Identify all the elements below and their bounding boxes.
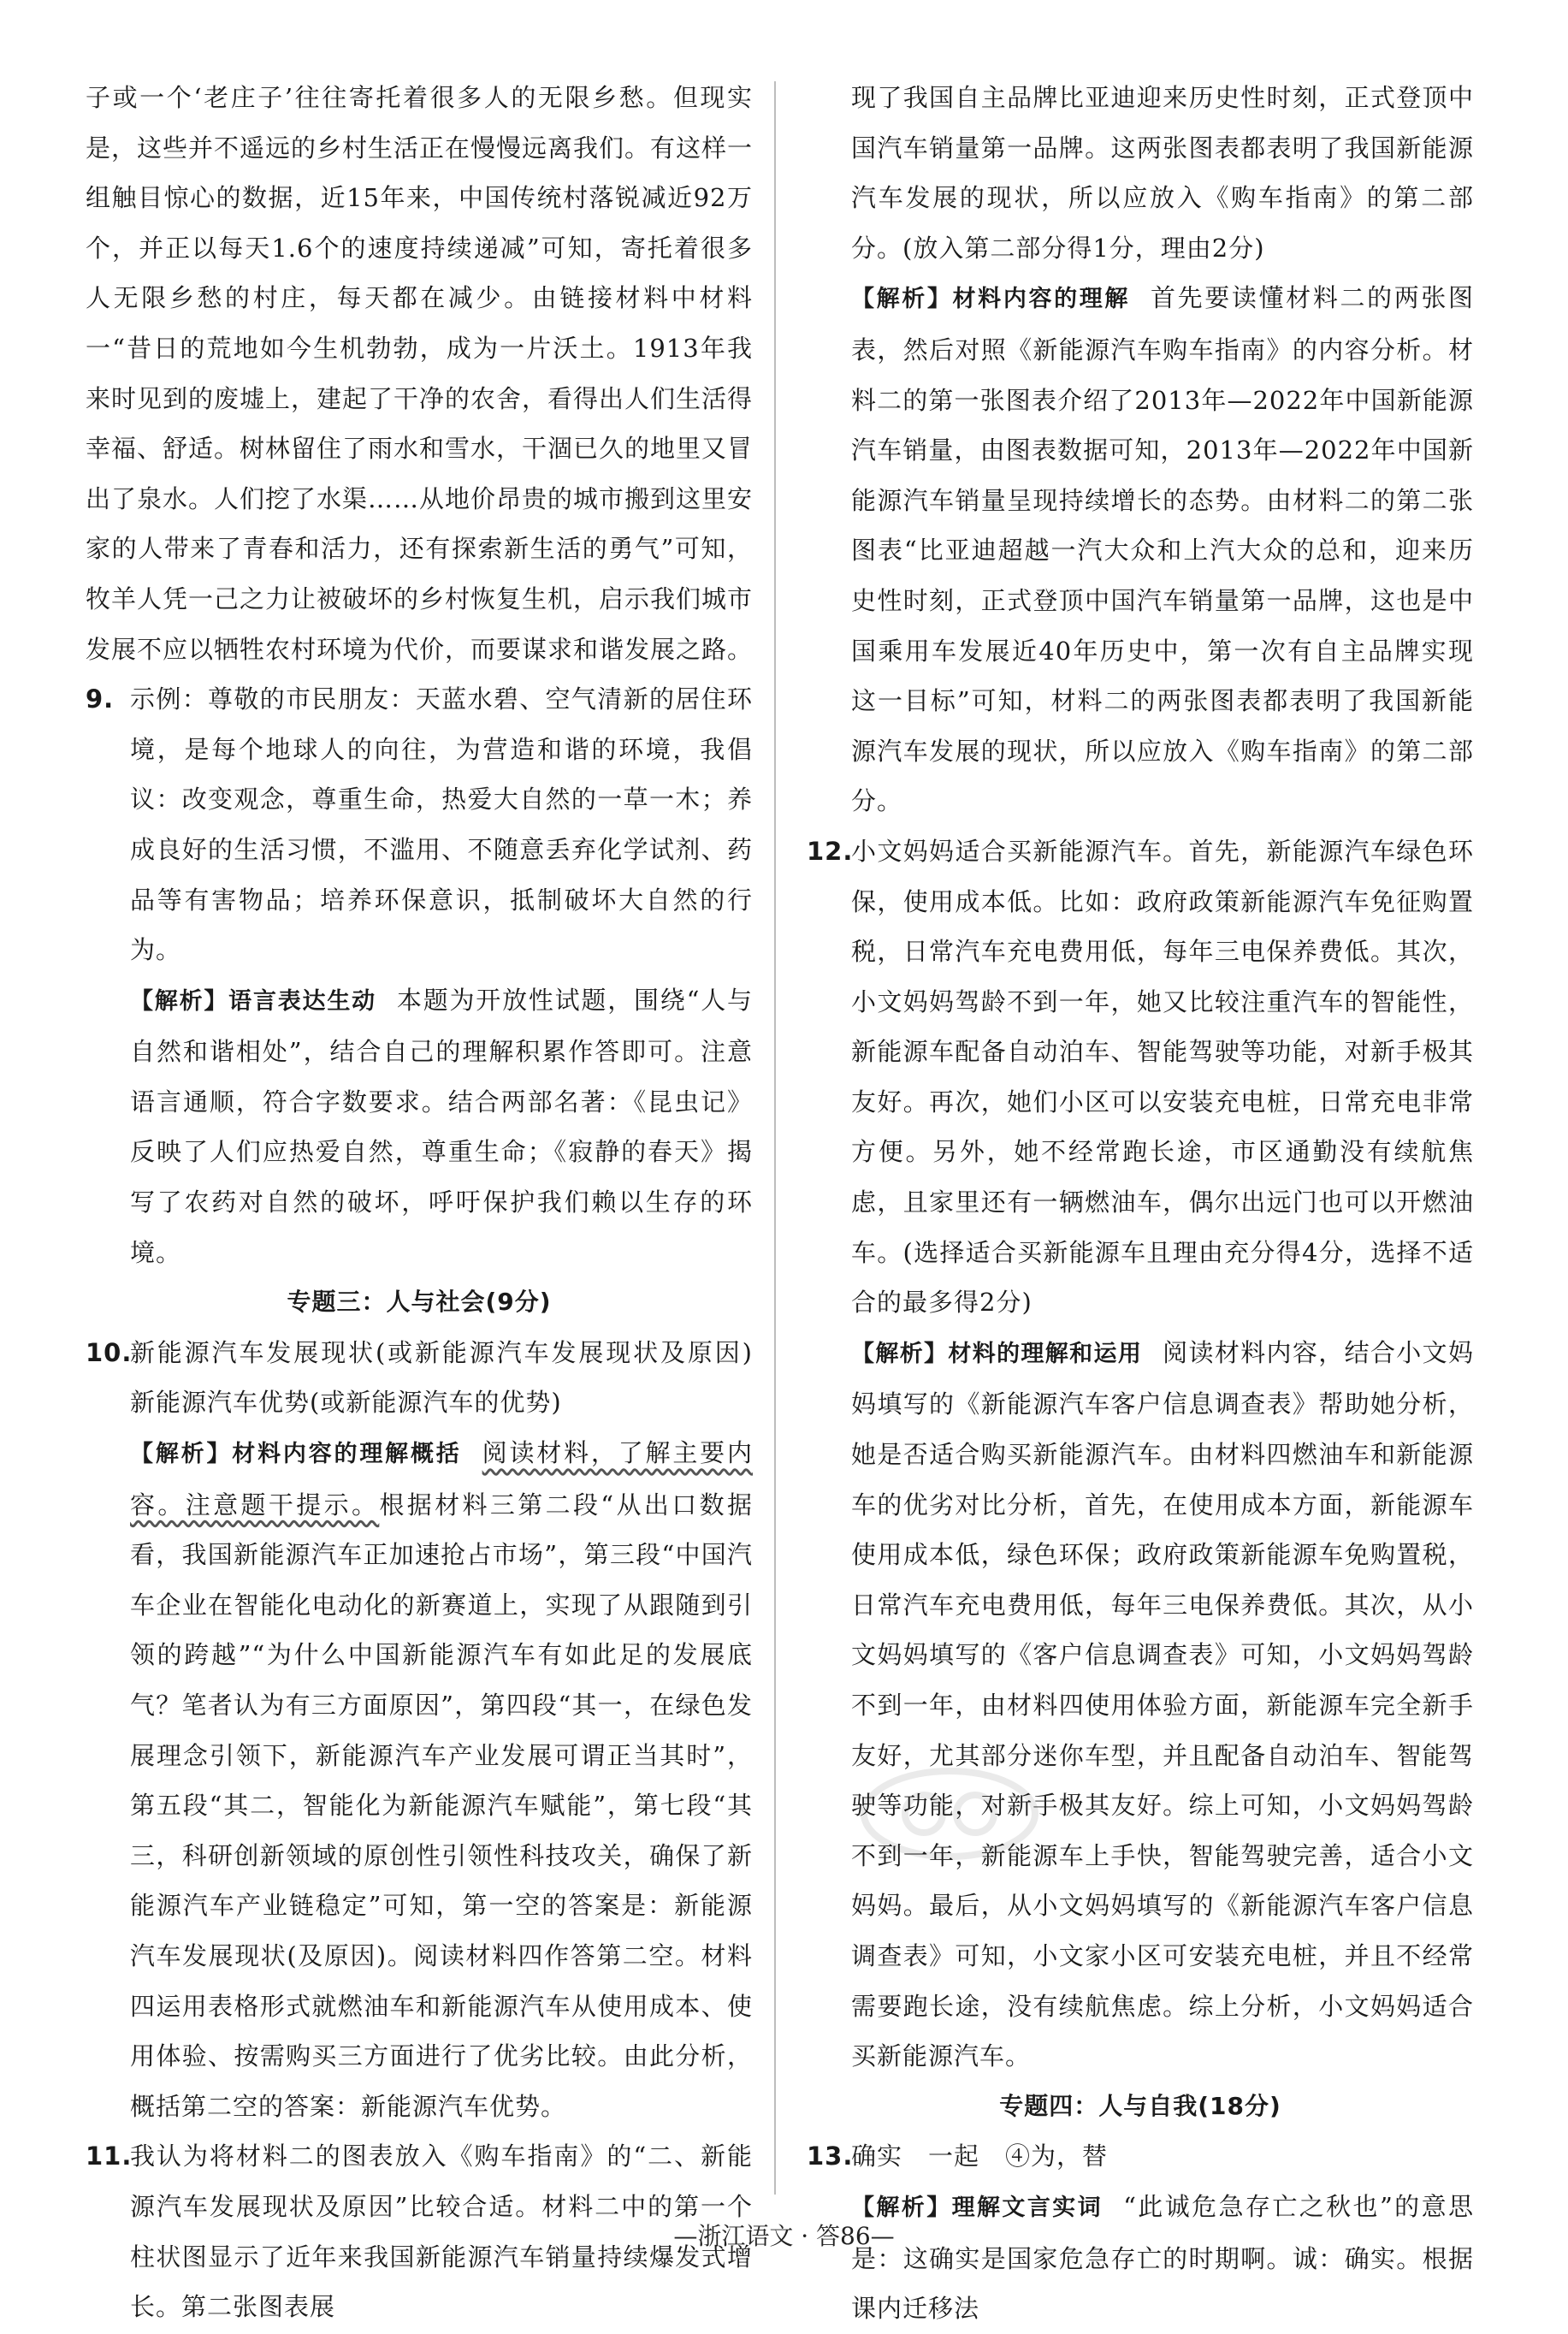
answer-text: 我认为将材料二的图表放入《购车指南》的“二、新能源汽车发展现状及原因”比较合适。材料二中的第一个柱状图显示了近年来我国新能源汽车销量持续爆发式增长。第二张图表展 — [130, 2141, 753, 2322]
right-column — [807, 73, 1474, 2334]
analysis-text: 根据材料三第二段“从出口数据看，我国新能源汽车正加速抢占市场”，第三段“中国汽车企业在智能化电动化的新赛道上，实现了从跟随到引领的跨越”“为什么中国新能源汽车有如此足的发展底气？笔者认为有三方面原因”，第四段“其一，在绿色发展理念引领下，新能源汽车产业发展可谓正当其时”，第五段“其二，智能化为新能源汽车赋能”，第七段“其三，科研创新领域的原创性引领性科技攻关，确保了新能源汽车产业链稳定”可知，第一空的答案是：新能源汽车发展现状(及原因)。阅读材料四作答第二空。材料四运用表格形式就燃油车和新能源汽车从使用成本、使用体验、按需购买三方面进行了优劣比较。由此分析，概括第二空的答案：新能源汽车优势。 — [130, 1490, 753, 2121]
analysis — [851, 2182, 1474, 2334]
question-number: 13. — [807, 2141, 854, 2171]
analysis-text: “此诚危急存亡之秋也”的意思是：这确实是国家危急存亡的时期啊。诚：确实。根据课内迁移法 — [851, 2191, 1474, 2324]
analysis-tag: 【解析】材料内容的理解概括 — [130, 1441, 462, 1468]
page-footer: —浙江语文 · 答86— — [673, 2222, 895, 2250]
section-heading-3: 专题三：人与社会(9分) — [287, 1288, 552, 1317]
answer-text-continued: 现了我国自主品牌比亚迪迎来历史性时刻，正式登顶中国汽车销量第一品牌。这两张图表都表明了我国新能源汽车发展的现状，所以应放入《购车指南》的第二部分。(放入第二部分得1分，理由2分) — [851, 83, 1474, 263]
question-number: 10. — [86, 1337, 133, 1367]
analysis-text: 阅读材料内容，结合小文妈妈填写的《新能源汽车客户信息调查表》帮助她分析，她是否适合购买新能源汽车。由材料四燃油车和新能源车的优劣对比分析，首先，在使用成本方面，新能源车使用成本低，绿色环保；政府政策新能源车免购置税，日常汽车充电费用低，每年三电保养费低。其次，从小文妈妈填写的《客户信息调查表》可知，小文妈妈驾龄不到一年，由材料四使用体验方面，新能源车完全新手友好，尤其部分迷你车型，并且配备自动泊车、智能驾驶等功能，对新手极其友好。综上可知，小文妈妈驾龄不到一年，新能源车上手快，智能驾驶完善，适合小文妈妈。最后，从小文妈妈填写的《新能源汽车客户信息调查表》可知，小文家小区可安装充电桩，并且不经常需要跑长途，没有续航焦虑。综上分析，小文妈妈适合买新能源汽车。 — [851, 1337, 1474, 2071]
analysis-tag: 【解析】语言表达生动 — [130, 987, 376, 1015]
left-column — [86, 73, 779, 2332]
question-12 — [807, 826, 1474, 2082]
answer-text: 示例：尊敬的市民朋友：天蓝水碧、空气清新的居住环境，是每个地球人的向往，为营造和谐的环境，我倡议：改变观念，尊重生命，热爱大自然的一草一木；养成良好的生活习惯，不滥用、不随意丢弃化学试剂、药品等有害物品；培养环保意识，抵制破坏大自然的行为。 — [130, 684, 753, 965]
analysis-text: 首先要读懂材料二的两张图表，然后对照《新能源汽车购车指南》的内容分析。材料二的第一张图表介绍了2013年—2022年中国新能源汽车销量，由图表数据可知，2013年—2022年中国新能源汽车销量呈现持续增长的态势。由材料二的第二张图表“比亚迪超越一汽大众和上汽大众的总和，迎来历史性时刻，正式登顶中国汽车销量第一品牌，这也是中国乘用车发展近40年历史中，第一次有自主品牌实现这一目标”可知，材料二的两张图表都表明了我国新能源汽车发展的现状，所以应放入《购车指南》的第二部分。 — [851, 283, 1474, 816]
question-10 — [86, 1328, 779, 2132]
watermark-logo-icon — [855, 1762, 1044, 1865]
analysis-tag: 【解析】材料的理解和运用 — [851, 1340, 1143, 1367]
question-11-continued — [807, 73, 1474, 826]
analysis-text: 本题为开放性试题，围绕“人与自然和谐相处”，结合自己的理解积累作答即可。注意语言通顺，符合字数要求。结合两部名著：《昆虫记》反映了人们应热爱自然，尊重生命；《寂静的春天》揭写了农药对自然的破坏，呼吁保护我们赖以生存的环境。 — [130, 985, 754, 1267]
paragraph-q8-continuation: 子或一个‘老庄子’往往寄托着很多人的无限乡愁。但现实是，这些并不遥远的乡村生活正在慢慢远离我们。有这样一组触目惊心的数据，近15年来，中国传统村落锐减近92万个，并正以每天1.6个的速度持续递减”可知，寄托着很多人无限乡愁的村庄，每天都在减少。由链接材料中材料一“昔日的荒地如今生机勃勃，成为一片沃土。1913年我来时见到的废墟上，建起了干净的农舍，看得出人们生活得幸福、舒适。树林留住了雨水和雪水，干涸已久的地里又冒出了泉水。人们挖了水渠……从地价昂贵的城市搬到这里安家的人带来了青春和活力，还有探索新生活的勇气”可知，牧羊人凭一己之力让被破坏的乡村恢复生机，启示我们城市发展不应以牺牲农村环境为代价，而要谋求和谐发展之路。 — [86, 83, 754, 664]
answer-text: 新能源汽车发展现状(或新能源汽车发展现状及原因) 新能源汽车优势(或新能源汽车的优势) — [130, 1337, 779, 1418]
question-number: 11. — [86, 2141, 133, 2171]
question-number: 12. — [807, 836, 854, 866]
section-heading-4: 专题四：人与自我(18分) — [999, 2091, 1281, 2120]
column-divider — [774, 81, 776, 2195]
answer-text: 小文妈妈适合买新能源汽车。首先，新能源汽车绿色环保，使用成本低。比如：政府政策新能源汽车免征购置税，日常汽车充电费用低，每年三电保养费低。其次，小文妈妈驾龄不到一年，她又比较注重汽车的智能性，新能源车配备自动泊车、智能驾驶等功能，对新手极其友好。再次，她们小区可以安装充电桩，日常充电非常方便。另外，她不经常跑长途，市区通勤没有续航焦虑，且家里还有一辆燃油车，偶尔出远门也可以开燃油车。(选择适合买新能源车且理由充分得4分，选择不适合的最多得2分) — [851, 836, 1474, 1318]
analysis-tag: 【解析】材料内容的理解 — [851, 286, 1130, 313]
analysis — [851, 273, 1474, 826]
analysis — [130, 975, 753, 1278]
wavy-underlined-hint: 阅读材料，了解主要内容。注意题干提示。 — [130, 1438, 753, 1519]
analysis — [851, 1328, 1474, 2082]
question-9 — [86, 674, 753, 1277]
question-number: 9. — [86, 684, 115, 714]
analysis-tag: 【解析】理解文言实词 — [851, 2194, 1104, 2221]
answer-text: 确实 一起 ④为，替 — [851, 2141, 1109, 2171]
analysis — [130, 1428, 753, 2131]
